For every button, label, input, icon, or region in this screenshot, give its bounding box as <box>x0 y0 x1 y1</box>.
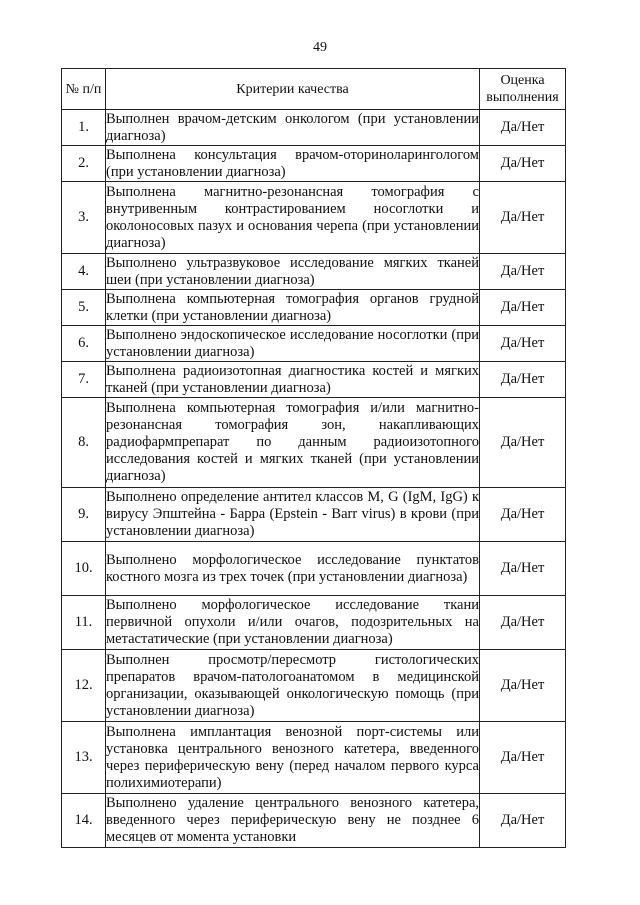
evaluation-value: Да/Нет <box>480 794 566 848</box>
table-row <box>62 110 566 146</box>
table-row <box>62 794 566 848</box>
row-number: 1. <box>62 110 106 146</box>
criterion-text: Выполнена имплантация венозной порт-системы или установка центрального венозного катетера, введенного через периферическую вену (перед началом первого курса полихимиотерапи) <box>106 722 480 794</box>
row-number: 4. <box>62 254 106 290</box>
page-number: 49 <box>313 40 327 55</box>
row-number: 8. <box>62 398 106 488</box>
header-number: № п/п <box>62 69 106 110</box>
row-number: 12. <box>62 650 106 722</box>
table-row <box>62 146 566 182</box>
evaluation-value: Да/Нет <box>480 254 566 290</box>
table-row <box>62 290 566 326</box>
evaluation-value: Да/Нет <box>480 146 566 182</box>
table-row <box>62 542 566 596</box>
table-row <box>62 398 566 488</box>
row-number: 2. <box>62 146 106 182</box>
criterion-text: Выполнена компьютерная томография и/или магнитно-резонансная томография зон, накапливающих радиофармпрепарат по данным радиоизотопного исследования костей и мягких тканей (при установлении диагноза) <box>106 398 480 488</box>
criterion-text: Выполнено удаление центрального венозного катетера, введенного через периферическую вену не позднее 6 месяцев от момента установки <box>106 794 480 848</box>
table-row <box>62 254 566 290</box>
criterion-text: Выполнена радиоизотопная диагностика костей и мягких тканей (при установлении диагноза) <box>106 362 479 396</box>
table-row <box>62 182 566 254</box>
criterion-text: Выполнено эндоскопическое исследование носоглотки (при установлении диагноза) <box>106 326 479 360</box>
evaluation-value: Да/Нет <box>480 290 566 326</box>
row-number: 10. <box>62 542 106 596</box>
evaluation-value: Да/Нет <box>480 722 566 794</box>
evaluation-value: Да/Нет <box>480 110 566 146</box>
criterion-text: Выполнена компьютерная томография органов грудной клетки (при установлении диагноза) <box>106 290 479 324</box>
table-row <box>62 488 566 542</box>
row-number: 7. <box>62 362 106 398</box>
criterion-text: Выполнено морфологическое исследование ткани первичной опухоли и/или очагов, подозрительных на метастатические (при установлении диагноза) <box>106 596 480 650</box>
evaluation-value: Да/Нет <box>480 182 566 254</box>
header-criteria: Критерии качества <box>106 69 480 110</box>
criterion-text: Выполнено ультразвуковое исследование мягких тканей шеи (при установлении диагноза) <box>106 254 479 288</box>
evaluation-value: Да/Нет <box>480 542 566 596</box>
table-row <box>62 362 566 398</box>
evaluation-value: Да/Нет <box>480 650 566 722</box>
criterion-text: Выполнен просмотр/пересмотр гистологических препаратов врачом-патологоанатомом в медицинской организации, оказывающей онкологическую помощь (при установлении диагноза) <box>106 650 480 722</box>
row-number: 3. <box>62 182 106 254</box>
header-evaluation: Оценка выполнения <box>480 69 566 110</box>
table-row <box>62 596 566 650</box>
evaluation-value: Да/Нет <box>480 596 566 650</box>
criterion-text: Выполнен врачом-детским онкологом (при установлении диагноза) <box>106 110 479 144</box>
evaluation-value: Да/Нет <box>480 326 566 362</box>
row-number: 5. <box>62 290 106 326</box>
row-number: 6. <box>62 326 106 362</box>
criterion-text: Выполнена магнитно-резонансная томография с внутривенным контрастированием носоглотки и околоносовых пазух и основания черепа (при установлении диагноза) <box>106 182 480 254</box>
row-number: 14. <box>62 794 106 848</box>
evaluation-value: Да/Нет <box>480 488 566 542</box>
row-number: 11. <box>62 596 106 650</box>
table-row <box>62 722 566 794</box>
criterion-text: Выполнено морфологическое исследование пунктатов костного мозга из трех точек (при установлении диагноза) <box>106 542 480 596</box>
quality-criteria-table <box>61 68 566 848</box>
evaluation-value: Да/Нет <box>480 398 566 488</box>
table-row <box>62 326 566 362</box>
table-header-row <box>62 69 566 110</box>
evaluation-value: Да/Нет <box>480 362 566 398</box>
criterion-text: Выполнена консультация врачом-оториноларингологом (при установлении диагноза) <box>106 146 479 180</box>
criterion-text: Выполнено определение антител классов М, G (IgM, IgG) к вирусу Эпштейна - Барра (Epstein - Barr virus) в крови (при установлении диагноза) <box>106 488 480 542</box>
row-number: 13. <box>62 722 106 794</box>
table-row <box>62 650 566 722</box>
row-number: 9. <box>62 488 106 542</box>
